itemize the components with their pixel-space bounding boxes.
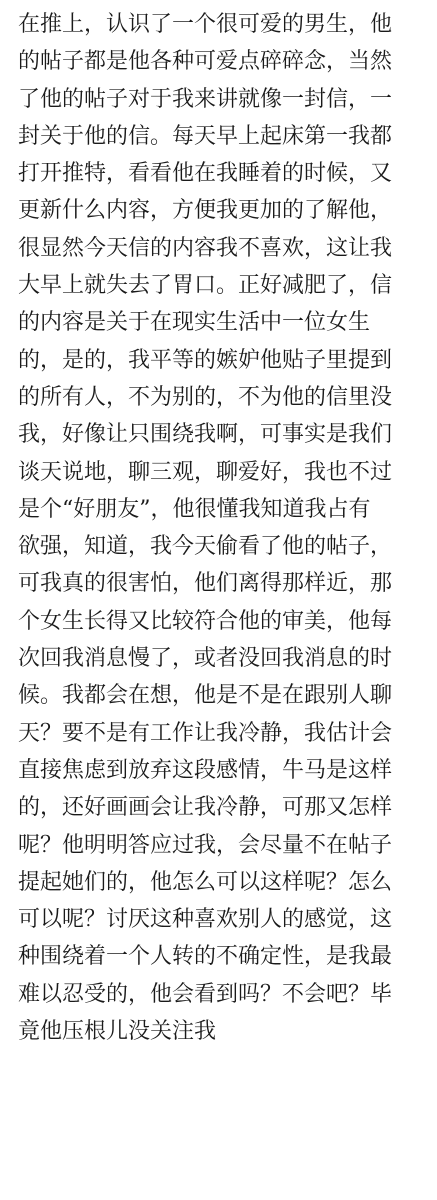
text-line-20: 天？要不是有工作让我冷静，我估计会 [18,720,393,746]
handwritten-text-body [18,6,433,1050]
text-line-18: 次回我消息慢了，或者没回我消息的时 [18,646,393,672]
text-line-22: 的，还好画画会让我冷静，可那又怎样 [18,795,393,821]
text-line-12: 我，好像让只围绕我啊，可事实是我们 [18,422,393,448]
text-line-16: 可我真的很害怕，他们离得那样近，那 [18,571,393,597]
text-line-14: 是个“好朋友”，他很懂我知道我占有 [18,496,371,522]
text-line-13: 谈天说地，聊三观，聊爱好，我也不过 [18,459,393,485]
text-line-9: 的内容是关于在现实生活中一位女生 [18,310,371,336]
text-line-19: 候。我都会在想，他是不是在跟别人聊 [18,683,393,709]
text-line-3: 了他的帖子对于我来讲就像一封信，一 [18,86,393,112]
text-line-23: 呢？他明明答应过我，会尽量不在帖子 [18,832,393,858]
text-line-10: 的，是的，我平等的嫉妒他贴子里提到 [18,347,393,373]
text-line-17: 个女生长得又比较符合他的审美，他每 [18,608,393,634]
text-line-28: 竟他压根儿没关注我 [18,1019,217,1045]
text-line-8: 大早上就失去了胃口。正好减肥了，信 [18,273,393,299]
text-line-6: 更新什么内容，方便我更加的了解他， [18,198,393,224]
text-line-7: 很显然今天信的内容我不喜欢，这让我 [18,235,393,261]
text-line-1: 在推上，认识了一个很可爱的男生，他 [18,12,393,37]
text-line-21: 直接焦虑到放弃这段感情，牛马是这样 [18,757,393,783]
text-line-26: 种围绕着一个人转的不确定性，是我最 [18,944,393,970]
text-line-5: 打开推特，看看他在我睡着的时候，又 [18,161,393,187]
text-line-27: 难以忍受的，他会看到吗？不会吧？毕 [18,981,393,1007]
text-line-15: 欲强，知道，我今天偷看了他的帖子， [18,534,393,560]
text-line-2: 的帖子都是他各种可爱点碎碎念，当然 [18,49,393,75]
text-line-25: 可以呢？讨厌这种喜欢别人的感觉，这 [18,907,393,933]
text-line-11: 的所有人，不为别的，不为他的信里没 [18,384,393,410]
text-line-24: 提起她们的，他怎么可以这样呢？怎么 [18,869,393,895]
text-line-4: 封关于他的信。每天早上起床第一我都 [18,123,393,149]
